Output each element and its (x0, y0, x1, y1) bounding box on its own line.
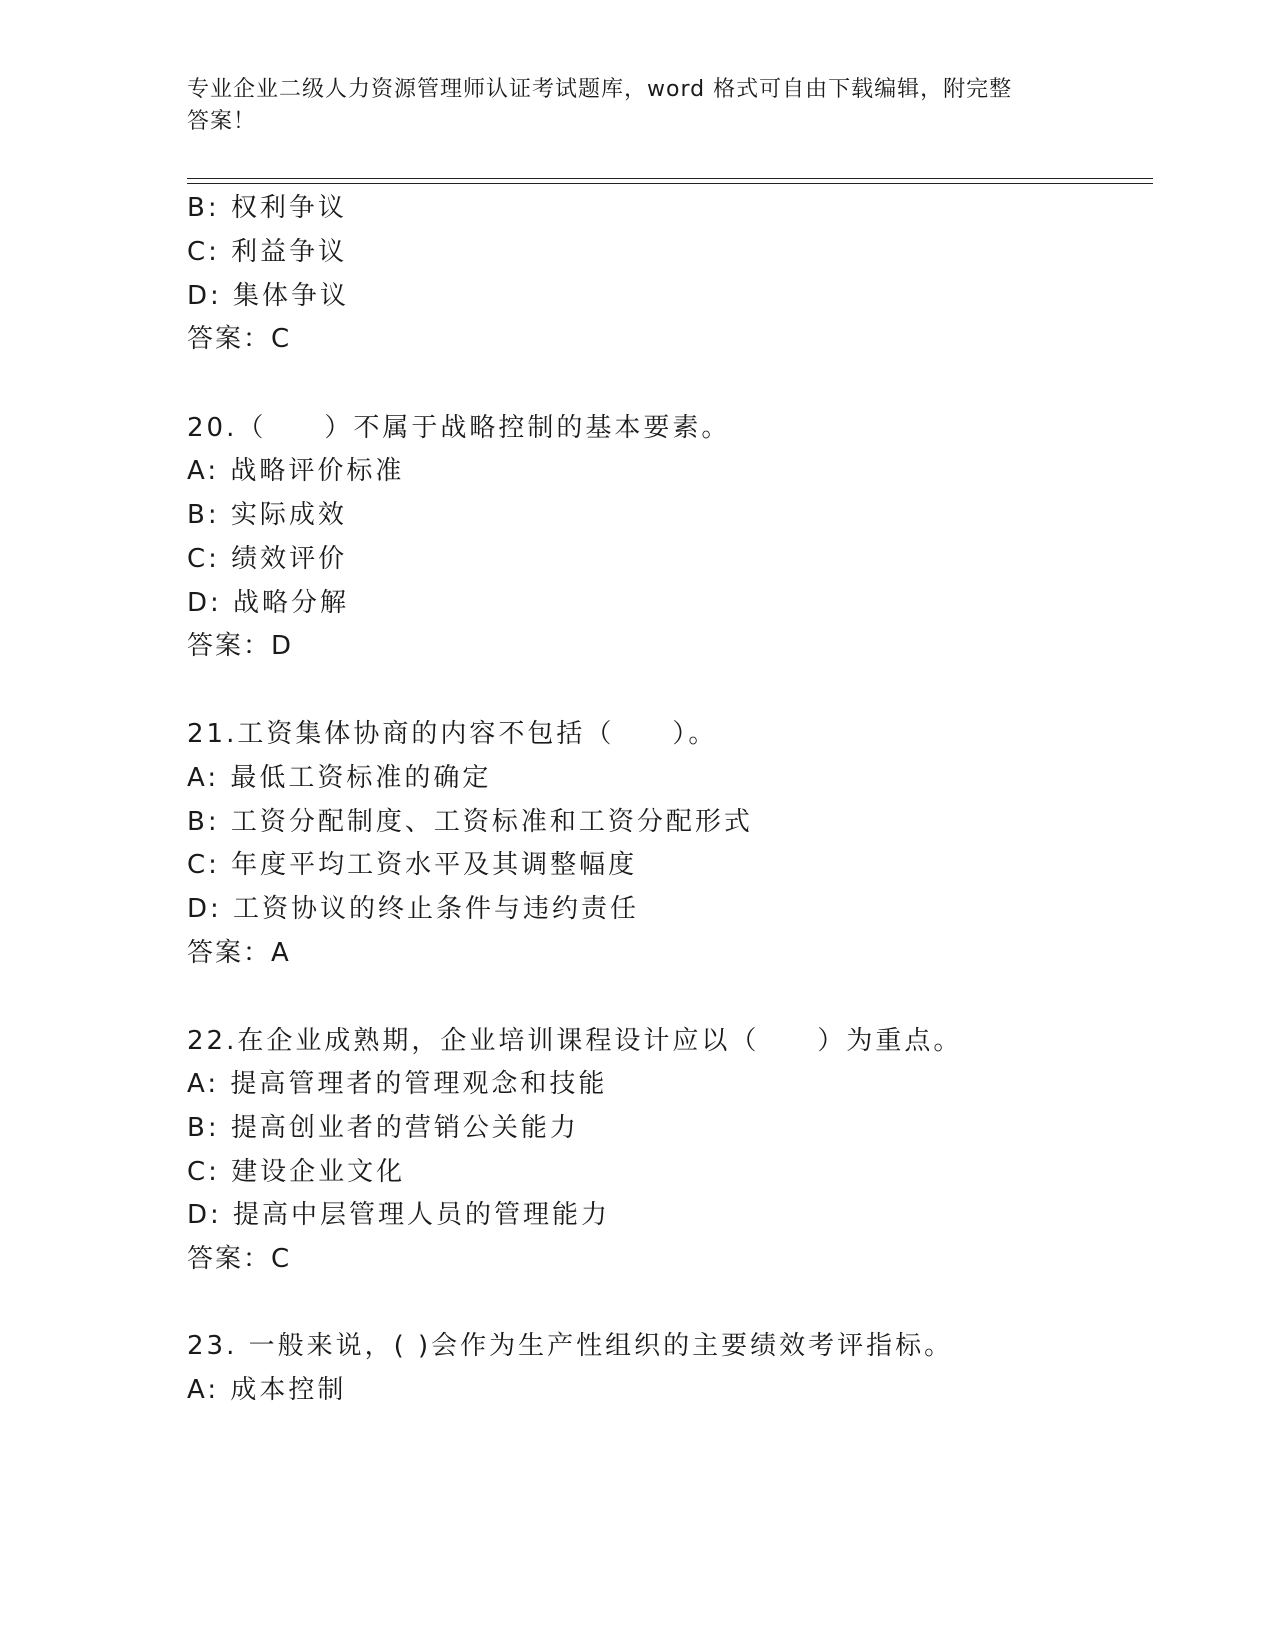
option-line: A: 提高管理者的管理观念和技能 (187, 1069, 608, 1099)
option-line: D: 提高中层管理人员的管理能力 (187, 1200, 611, 1230)
option-line: C: 年度平均工资水平及其调整幅度 (187, 850, 638, 880)
option-line: C: 绩效评价 (187, 544, 348, 574)
header-rule-top (187, 178, 1153, 179)
option-line: B: 实际成效 (187, 500, 347, 530)
header-rule-bottom (187, 183, 1153, 184)
option-line: D: 战略分解 (187, 588, 350, 618)
option-line: D: 集体争议 (187, 281, 350, 311)
option-line: A: 成本控制 (187, 1375, 347, 1405)
option-line: B: 提高创业者的营销公关能力 (187, 1113, 579, 1143)
option-line: B: 工资分配制度、工资标准和工资分配形式 (187, 807, 753, 837)
option-line: A: 战略评价标准 (187, 456, 405, 486)
question-line: 21.工资集体协商的内容不包括（ ）。 (187, 719, 718, 749)
document-header (187, 74, 1067, 138)
option-line: C: 利益争议 (187, 237, 348, 267)
option-line: B: 权利争议 (187, 193, 347, 223)
question-line: 23. 一般来说，( )会作为生产性组织的主要绩效考评指标。 (187, 1331, 954, 1361)
option-line: A: 最低工资标准的确定 (187, 763, 492, 793)
option-line: C: 建设企业文化 (187, 1157, 406, 1187)
option-line: D: 工资协议的终止条件与违约责任 (187, 894, 640, 924)
header-line-2: 答案！ (187, 109, 257, 134)
question-line: 20.（ ）不属于战略控制的基本要素。 (187, 413, 731, 443)
header-line-1: 专业企业二级人力资源管理师认证考试题库，word 格式可自由下载编辑，附完整 (187, 77, 1013, 102)
question-line: 22.在企业成熟期，企业培训课程设计应以（ ）为重点。 (187, 1026, 963, 1056)
answer-line: 答案：C (187, 1244, 292, 1274)
answer-line: 答案：D (187, 631, 294, 661)
answer-line: 答案：C (187, 324, 292, 354)
answer-line: 答案：A (187, 938, 291, 968)
